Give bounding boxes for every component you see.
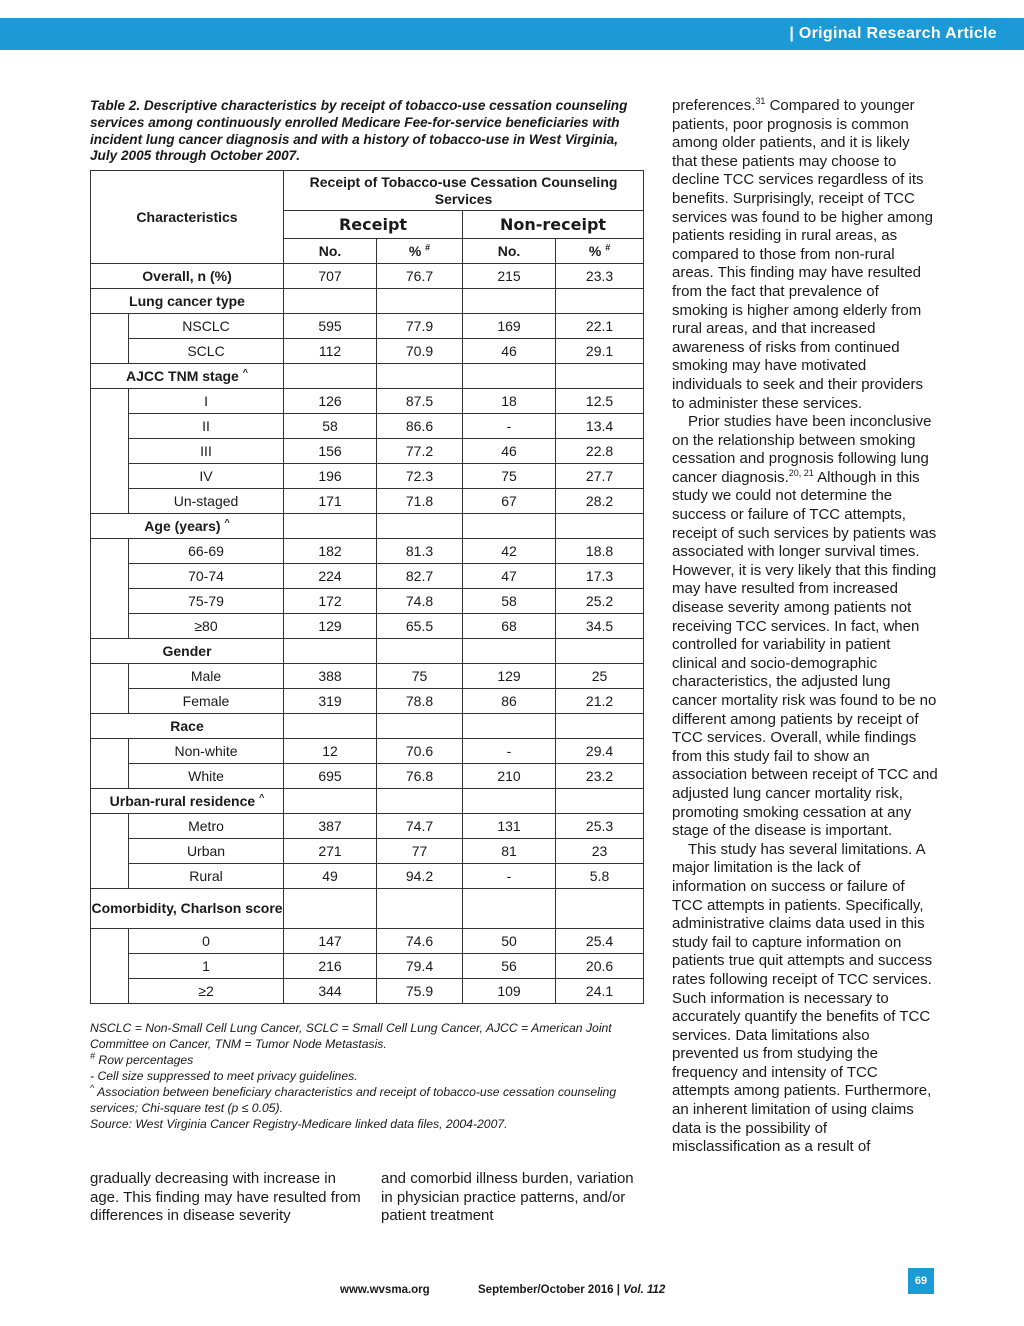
empty-cell [377, 514, 463, 539]
table-cell: 81.3 [377, 539, 463, 564]
table-cell: 23 [556, 839, 644, 864]
empty-cell [556, 364, 644, 389]
citation: 31 [755, 96, 766, 106]
row-label: ≥2 [129, 979, 284, 1004]
table-cell: - [463, 739, 556, 764]
row-label: IV [129, 464, 284, 489]
indent-cell [91, 464, 129, 489]
empty-cell [377, 889, 463, 929]
table-row [91, 489, 644, 514]
table-cell: 65.5 [377, 614, 463, 639]
category-label [91, 639, 284, 664]
table-cell: 74.6 [377, 929, 463, 954]
table-row [91, 564, 644, 589]
table-row [91, 979, 644, 1004]
body-middle-column [381, 1170, 643, 1226]
category-text: AJCC TNM stage [126, 368, 239, 384]
table-cell: 129 [284, 614, 377, 639]
table-cell: 94.2 [377, 864, 463, 889]
table-cell: 49 [284, 864, 377, 889]
category-row [91, 889, 644, 929]
table-cell: 78.8 [377, 689, 463, 714]
category-row [91, 789, 644, 814]
header-text: % [408, 243, 422, 259]
empty-cell [284, 514, 377, 539]
table-cell: 131 [463, 814, 556, 839]
empty-cell [463, 889, 556, 929]
table-cell: 77 [377, 839, 463, 864]
table-cell: 215 [463, 264, 556, 289]
row-label: Urban [129, 839, 284, 864]
indent-cell [91, 664, 129, 689]
text-run: Although in this study we could not determine the success or failure of TCC attempts, receipt of such services by patients was associated with longer survival times. However, it is very likely that this finding may have resulted from increased disease severity among patients not receiving TCC services. In fact, when controlled for variability in patient clinical and socio-demographic characteristics, the adjusted lung cancer mortality risk was found to be no different among patients by receipt of TCC services. Overall, while findings from this study fail to show an association between receipt of TCC and adjusted lung cancer mortality risk, promoting smoking cessation at any stage of the disease is important. [672, 468, 938, 840]
table-cell: 5.8 [556, 864, 644, 889]
table-note [90, 1068, 645, 1084]
table-cell: 171 [284, 489, 377, 514]
table-cell: 75 [377, 664, 463, 689]
table-cell: 216 [284, 954, 377, 979]
indent-cell [91, 954, 129, 979]
indent-cell [91, 864, 129, 889]
table-cell: 22.8 [556, 439, 644, 464]
nonreceipt-header: Non-receipt [463, 211, 644, 239]
table-cell: 172 [284, 589, 377, 614]
significance-mark: ^ [259, 792, 265, 803]
category-text: Urban-rural residence [109, 793, 256, 809]
row-label: I [129, 389, 284, 414]
empty-cell [463, 289, 556, 314]
row-label: SCLC [129, 339, 284, 364]
indent-cell [91, 929, 129, 954]
indent-cell [91, 614, 129, 639]
table-cell: 22.1 [556, 314, 644, 339]
table-cell: 46 [463, 339, 556, 364]
empty-cell [377, 714, 463, 739]
table-cell: 224 [284, 564, 377, 589]
category-text: Gender [162, 643, 212, 659]
empty-cell [284, 714, 377, 739]
empty-cell [284, 289, 377, 314]
table-cell: 27.7 [556, 464, 644, 489]
empty-cell [556, 639, 644, 664]
empty-cell [284, 639, 377, 664]
indent-cell [91, 739, 129, 764]
row-label: 1 [129, 954, 284, 979]
table-cell: 71.8 [377, 489, 463, 514]
paragraph [672, 97, 938, 413]
category-row [91, 364, 644, 389]
table-cell: 595 [284, 314, 377, 339]
empty-cell [377, 289, 463, 314]
table-note [90, 1116, 645, 1132]
table-cell: 50 [463, 929, 556, 954]
nonreceipt-count-header [463, 239, 556, 264]
note-text: Source: West Virginia Cancer Registry-Medicare linked data files, 2004-2007. [90, 1117, 508, 1131]
empty-cell [377, 364, 463, 389]
table-cell: 23.3 [556, 264, 644, 289]
indent-cell [91, 814, 129, 839]
table-cell: 25.3 [556, 814, 644, 839]
table-note [90, 1020, 645, 1052]
header-text: No. [318, 243, 342, 259]
table-cell: 76.8 [377, 764, 463, 789]
row-label: Rural [129, 864, 284, 889]
table-cell: 86.6 [377, 414, 463, 439]
table-cell: 86 [463, 689, 556, 714]
percent-note-mark: # [605, 242, 611, 253]
row-label: NSCLC [129, 314, 284, 339]
table-cell: 18.8 [556, 539, 644, 564]
body-right-column [672, 97, 938, 1157]
table-cell: 182 [284, 539, 377, 564]
row-label: 75-79 [129, 589, 284, 614]
empty-cell [463, 714, 556, 739]
table-row [91, 739, 644, 764]
table-cell: 695 [284, 764, 377, 789]
empty-cell [284, 889, 377, 929]
table-cell: 129 [463, 664, 556, 689]
category-row [91, 514, 644, 539]
indent-cell [91, 589, 129, 614]
table-note [90, 1052, 645, 1068]
empty-cell [556, 714, 644, 739]
category-label [91, 514, 284, 539]
note-text: - Cell size suppressed to meet privacy guidelines. [90, 1069, 358, 1083]
table-cell: 13.4 [556, 414, 644, 439]
table-row [91, 814, 644, 839]
table-cell: 271 [284, 839, 377, 864]
table-cell: 156 [284, 439, 377, 464]
table-cell: 81 [463, 839, 556, 864]
overall-row [91, 264, 644, 289]
table-cell: 25.4 [556, 929, 644, 954]
row-label: 66-69 [129, 539, 284, 564]
table-row [91, 664, 644, 689]
table-cell: 388 [284, 664, 377, 689]
empty-cell [463, 639, 556, 664]
table-cell: 21.2 [556, 689, 644, 714]
row-label: Un-staged [129, 489, 284, 514]
empty-cell [556, 889, 644, 929]
indent-cell [91, 564, 129, 589]
table-row [91, 614, 644, 639]
table-cell: 25 [556, 664, 644, 689]
table-cell: 109 [463, 979, 556, 1004]
row-label: Metro [129, 814, 284, 839]
empty-cell [556, 789, 644, 814]
table-cell: 25.2 [556, 589, 644, 614]
empty-cell [463, 364, 556, 389]
indent-cell [91, 539, 129, 564]
indent-cell [91, 314, 129, 339]
indent-cell [91, 439, 129, 464]
table-cell: 58 [284, 414, 377, 439]
empty-cell [377, 639, 463, 664]
category-label [91, 789, 284, 814]
table-cell: 34.5 [556, 614, 644, 639]
table-row [91, 439, 644, 464]
table-cell: 75 [463, 464, 556, 489]
table-cell: 344 [284, 979, 377, 1004]
percent-note-mark: # [425, 242, 431, 253]
text-run: Prior studies have been inconclusive on the relationship between smoking cessation and prognosis following lung cancer diagnosis. [672, 413, 932, 486]
page-number: 69 [908, 1268, 934, 1294]
header-text: No. [497, 243, 521, 259]
table-cell: 707 [284, 264, 377, 289]
body-left-column [90, 1170, 365, 1226]
row-label: 70-74 [129, 564, 284, 589]
table-cell: 70.6 [377, 739, 463, 764]
table-cell: 74.7 [377, 814, 463, 839]
table-cell: 74.8 [377, 589, 463, 614]
category-text: Comorbidity, Charlson score [91, 900, 283, 916]
table-row [91, 689, 644, 714]
note-text: NSCLC = Non-Small Cell Lung Cancer, SCLC = Small Cell Lung Cancer, AJCC = American Joint Committee on Cancer, TNM = Tumor Node Metastasis. [90, 1021, 612, 1051]
row-label: Non-white [129, 739, 284, 764]
paragraph: gradually decreasing with increase in age. This finding may have resulted from differences in disease severity [90, 1170, 361, 1225]
table-cell: 70.9 [377, 339, 463, 364]
note-text: Association between beneficiary characteristics and receipt of tobacco-use cessation counseling services; Chi-square test (p ≤ 0.05). [90, 1085, 617, 1115]
table-cell: 169 [463, 314, 556, 339]
row-label: III [129, 439, 284, 464]
note-text: Row percentages [95, 1053, 194, 1067]
footer-website: www.wvsma.org [340, 1284, 430, 1296]
table-row [91, 389, 644, 414]
empty-cell [463, 514, 556, 539]
empty-cell [284, 364, 377, 389]
table-cell: 77.2 [377, 439, 463, 464]
table-body [91, 171, 644, 1004]
table-cell: 18 [463, 389, 556, 414]
table-notes [90, 1020, 645, 1132]
table-cell: - [463, 414, 556, 439]
table-row [91, 314, 644, 339]
table-cell: 77.9 [377, 314, 463, 339]
table-cell: 147 [284, 929, 377, 954]
empty-cell [556, 289, 644, 314]
indent-cell [91, 389, 129, 414]
table-cell: 46 [463, 439, 556, 464]
paragraph [672, 841, 938, 1157]
table-cell: 24.1 [556, 979, 644, 1004]
table-cell: 17.3 [556, 564, 644, 589]
table-note [90, 1084, 645, 1116]
table-cell: 20.6 [556, 954, 644, 979]
header-bar [0, 18, 1024, 50]
table-cell: 47 [463, 564, 556, 589]
table-cell: 29.1 [556, 339, 644, 364]
citation: 20, 21 [788, 467, 814, 478]
text-run: preferences. [672, 97, 756, 114]
table-caption: Table 2. Descriptive characteristics by receipt of tobacco-use cessation counseling services among continuously enrolled Medicare Fee-for-service beneficiaries with incident lung cancer diagnosis and with a history of tobacco-use in West Virginia, July 2005 through October 2007. [90, 98, 628, 164]
category-label [91, 289, 284, 314]
table-cell: 210 [463, 764, 556, 789]
table-cell: 196 [284, 464, 377, 489]
row-label: ≥80 [129, 614, 284, 639]
table-row [91, 929, 644, 954]
category-text: Race [170, 718, 204, 734]
paragraph [672, 413, 938, 841]
table-cell: 75.9 [377, 979, 463, 1004]
table-row [91, 864, 644, 889]
table-row [91, 464, 644, 489]
table-row [91, 539, 644, 564]
category-row [91, 289, 644, 314]
table-cell: 87.5 [377, 389, 463, 414]
row-label: White [129, 764, 284, 789]
note-mark: # [90, 1050, 96, 1061]
receipt-header: Receipt [284, 211, 463, 239]
empty-cell [556, 514, 644, 539]
indent-cell [91, 839, 129, 864]
category-row [91, 639, 644, 664]
table-row [91, 764, 644, 789]
receipt-count-header [284, 239, 377, 264]
significance-mark: ^ [224, 517, 230, 528]
table-cell: 58 [463, 589, 556, 614]
category-label [91, 889, 284, 929]
indent-cell [91, 979, 129, 1004]
row-label: Overall, n (%) [91, 264, 284, 289]
indent-cell [91, 339, 129, 364]
paragraph: and comorbid illness burden, variation in physician practice patterns, and/or patient treatment [381, 1170, 634, 1225]
table-row [91, 589, 644, 614]
table-cell: 29.4 [556, 739, 644, 764]
table-row [91, 839, 644, 864]
table-cell: 79.4 [377, 954, 463, 979]
table-cell: 72.3 [377, 464, 463, 489]
category-label [91, 364, 284, 389]
table-cell: 12.5 [556, 389, 644, 414]
characteristics-header: Characteristics [91, 171, 284, 264]
text-run: This study has several limitations. A major limitation is the lack of information on success or failure of TCC attempts in patients. Specifically, administrative claims data used in this study fail to capture information on patients true quit attempts and success rates following receipt of TCC services. Such information is necessary to accurately quantify the benefits of TCC services. Data limitations also prevented us from studying the frequency and intensity of TCC attempts among patients. Furthermore, an inherent limitation of using claims data is the possibility of misclassification as a result of [672, 840, 933, 1156]
footer-volume: Vol. 112 [623, 1284, 666, 1296]
table-cell: 56 [463, 954, 556, 979]
group-header: Receipt of Tobacco-use Cessation Counseling Services [284, 171, 644, 211]
table-row [91, 414, 644, 439]
row-label: Male [129, 664, 284, 689]
table-cell: 68 [463, 614, 556, 639]
table-cell: 126 [284, 389, 377, 414]
table-cell: 387 [284, 814, 377, 839]
indent-cell [91, 764, 129, 789]
category-text: Age (years) [144, 518, 221, 534]
row-label: II [129, 414, 284, 439]
header-text: % [588, 243, 602, 259]
indent-cell [91, 489, 129, 514]
table-cell: 42 [463, 539, 556, 564]
category-row [91, 714, 644, 739]
table-cell: 112 [284, 339, 377, 364]
table-cell: 76.7 [377, 264, 463, 289]
receipt-percent-header [377, 239, 463, 264]
table-cell: - [463, 864, 556, 889]
table-cell: 12 [284, 739, 377, 764]
category-text: Lung cancer type [129, 293, 245, 309]
indent-cell [91, 689, 129, 714]
note-mark: ^ [90, 1082, 95, 1093]
empty-cell [377, 789, 463, 814]
footer-issue-date: September/October 2016 | [478, 1284, 624, 1296]
table-cell: 82.7 [377, 564, 463, 589]
table-row [91, 339, 644, 364]
table-cell: 23.2 [556, 764, 644, 789]
table-cell: 67 [463, 489, 556, 514]
category-label [91, 714, 284, 739]
section-label: | Original Research Article [789, 25, 997, 42]
significance-mark: ^ [242, 367, 248, 378]
row-label: 0 [129, 929, 284, 954]
table-row [91, 954, 644, 979]
footer-issue [478, 1284, 665, 1296]
empty-cell [284, 789, 377, 814]
text-run: Compared to younger patients, poor prognosis is common among older patients, and it is likely that these patients may choose to decline TCC services regardless of its benefits. Surprisingly, receipt of TCC services was found to be higher among patients residing in rural areas, as compared to those from non-rural areas. This finding may have resulted from the fact that prevalence of smoking is higher among elderly from rural areas, and that increased awareness of risks from continued smoking may have motivated individuals to seek and their providers to administer these services. [672, 97, 933, 412]
row-label: Female [129, 689, 284, 714]
data-table [90, 170, 644, 1004]
nonreceipt-percent-header [556, 239, 644, 264]
table-cell: 28.2 [556, 489, 644, 514]
empty-cell [463, 789, 556, 814]
indent-cell [91, 414, 129, 439]
table-cell: 319 [284, 689, 377, 714]
